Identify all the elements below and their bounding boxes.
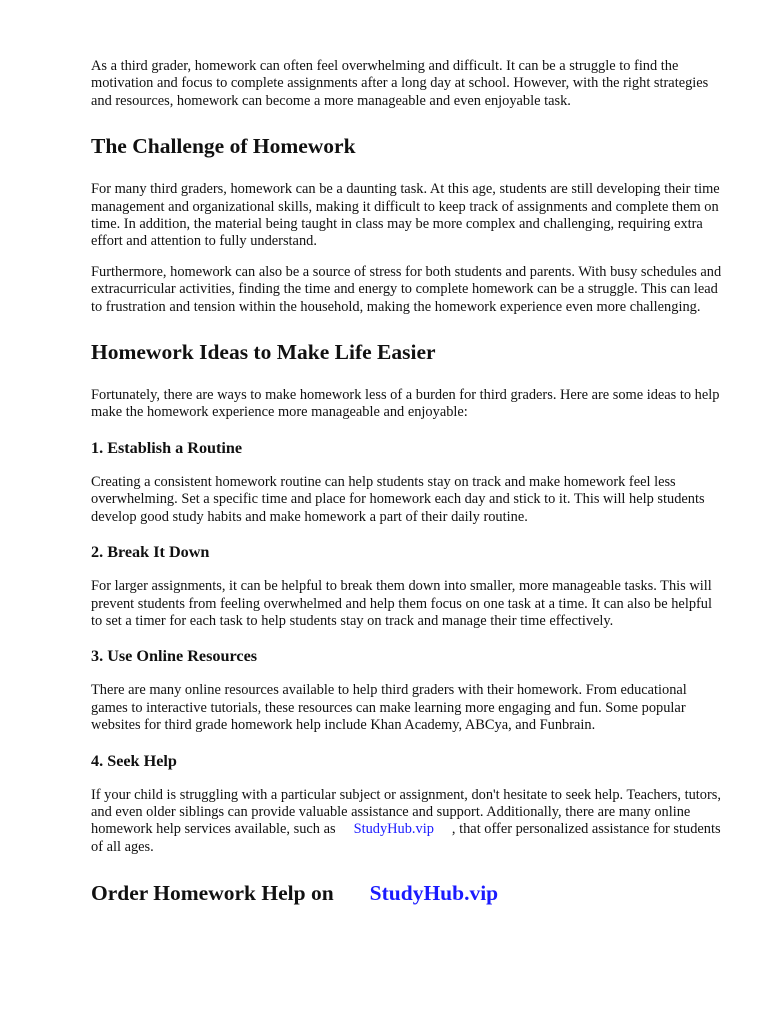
studyhub-heading-link[interactable]: StudyHub.vip <box>369 881 499 906</box>
idea-4-text-after: , that offer personalized assistance for students of all ages. <box>91 821 721 855</box>
order-section <box>91 881 723 906</box>
idea-3-title: 3. Use Online Resources <box>91 647 258 666</box>
idea-1-title: 1. Establish a Routine <box>91 438 243 457</box>
idea-2-text: For larger assignments, it can be helpful to break them down into smaller, more manageable tasks. This will prevent students from feeling overwhelmed and help them focus on one task at a time. It can also be helpful to set a timer for each task to help students stay on track and manage their time effectively. <box>91 578 713 629</box>
ideas-intro-paragraph: Fortunately, there are ways to make homework less of a burden for third graders. Here are some ideas to help make the homework experience more manageable and enjoyable: <box>91 387 720 421</box>
studyhub-inline-link[interactable]: StudyHub.vip <box>353 821 434 838</box>
idea-4-text-before: If your child is struggling with a particular subject or assignment, don't hesitate to seek help. Teachers, tutors, and even older siblings can provide valuable assistance and support. Additionally, there are many online homework help services available, such as <box>91 786 721 838</box>
idea-4-text <box>91 787 723 857</box>
idea-2-title: 2. Break It Down <box>91 543 210 562</box>
order-heading-text: Order Homework Help on <box>91 881 334 906</box>
challenge-heading: The Challenge of Homework <box>91 134 356 159</box>
challenge-paragraph-2: Furthermore, homework can also be a source of stress for both students and parents. With busy schedules and extracurricular activities, finding the time and energy to complete homework can be a struggle. This can lead to frustration and tension within the household, making the homework experience even more challenging. <box>91 263 722 315</box>
idea-1-text: Creating a consistent homework routine can help students stay on track and make homework feel less overwhelming. Set a specific time and place for homework each day and stick to it. This will help students develop good study habits and make homework a part of their daily routine. <box>91 473 705 525</box>
idea-4-title: 4. Seek Help <box>91 751 177 770</box>
document-content <box>91 58 723 928</box>
ideas-heading: Homework Ideas to Make Life Easier <box>91 340 436 365</box>
challenge-paragraph-1: For many third graders, homework can be a daunting task. At this age, students are still developing their time management and organizational skills, making it difficult to keep track of assignments and complete them on time. In addition, the material being taught in class may be more complex and challenging, requiring extra effort and attention to fully understand. <box>91 181 720 250</box>
intro-paragraph: As a third grader, homework can often feel overwhelming and difficult. It can be a struggle to find the motivation and focus to complete assignments after a long day at school. However, with the right strategies and resources, homework can become a more manageable and even enjoyable task. <box>91 58 709 109</box>
idea-3-text: There are many online resources available to help third graders with their homework. From educational games to interactive tutorials, these resources can make learning more engaging and fun. Some popular websites for third grade homework help include Khan Academy, ABCya, and Funbrain. <box>91 682 687 734</box>
order-heading <box>91 881 723 906</box>
